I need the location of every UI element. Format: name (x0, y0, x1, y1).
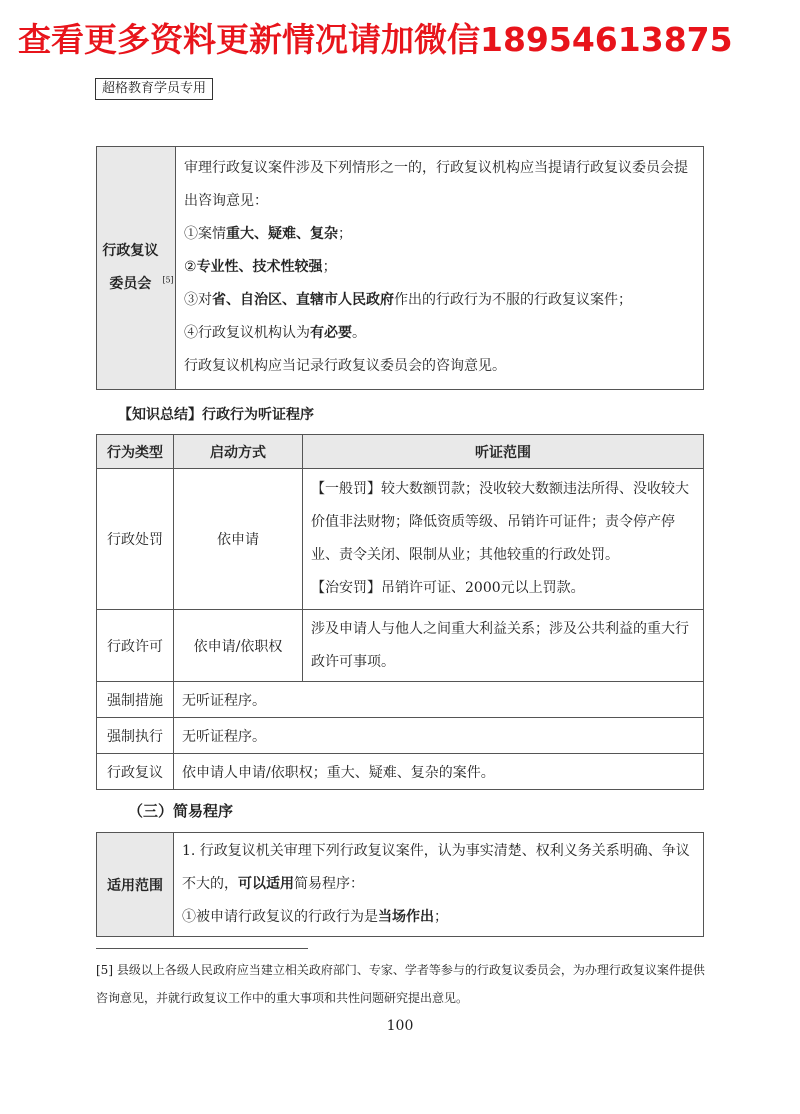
committee-item-4: ④行政复议机构认为有必要。 (184, 324, 366, 341)
committee-content (176, 147, 704, 390)
enforcement-type: 强制执行 (97, 718, 174, 754)
watermark-tag: 超格教育学员专用 (95, 78, 213, 100)
committee-outro: 行政复议机构应当记录行政复议委员会的咨询意见。 (184, 357, 506, 374)
enforcement-scope: 无听证程序。 (174, 718, 704, 754)
contact-banner: 查看更多资料更新情况请加微信18954613875 (18, 20, 733, 59)
penalty-start: 依申请 (174, 469, 303, 610)
scope-item-1: ①被申请行政复议的行政行为是当场作出； (182, 909, 448, 925)
simple-procedure-title: （三）简易程序 (128, 802, 234, 820)
penalty-general: 【一般罚】较大数额罚款；没收较大数额违法所得、没收较大价值非法财物；降低资质等级、吊销许可证件；责令停产停业、责令关闭、限制从业；其他较重的行政处罚。 (311, 481, 689, 563)
footnote-mark: [5] (162, 275, 174, 285)
license-start: 依申请/依职权 (174, 610, 303, 682)
hearing-table (96, 434, 704, 790)
scope-label: 适用范围 (97, 833, 174, 937)
header-type: 行为类型 (97, 435, 174, 469)
review-type: 行政复议 (97, 754, 174, 790)
license-scope: 涉及申请人与他人之间重大利益关系；涉及公共利益的重大行政许可事项。 (303, 610, 704, 682)
penalty-security: 【治安罚】吊销许可证、2000元以上罚款。 (311, 580, 585, 596)
committee-title: 行政复议委员会 (102, 243, 159, 292)
header-start: 启动方式 (174, 435, 303, 469)
summary-title: 【知识总结】行政行为听证程序 (118, 407, 314, 423)
header-scope: 听证范围 (303, 435, 704, 469)
penalty-type: 行政处罚 (97, 469, 174, 610)
page-number: 100 (386, 1018, 414, 1034)
committee-label-cell (97, 147, 176, 390)
committee-item-3: ③对省、自治区、直辖市人民政府作出的行政行为不服的行政复议案件； (184, 291, 632, 308)
scope-line-1: 1. 行政复议机关审理下列行政复议案件，认为事实清楚、权利义务关系明确、争议不大的，可以适用简易程序： (182, 843, 690, 892)
license-type: 行政许可 (97, 610, 174, 682)
footnote-divider (96, 948, 308, 949)
review-scope: 依申请人申请/依职权；重大、疑难、复杂的案件。 (174, 754, 704, 790)
scope-content (174, 833, 704, 937)
committee-intro: 审理行政复议案件涉及下列情形之一的，行政复议机构应当提请行政复议委员会提出咨询意见： (184, 159, 688, 209)
simple-procedure-table (96, 832, 704, 937)
committee-table (96, 146, 704, 390)
committee-item-1: ①案情重大、疑难、复杂； (184, 225, 352, 242)
measures-scope: 无听证程序。 (174, 682, 704, 718)
penalty-scope (303, 469, 704, 610)
footnote-text: [5] 县级以上各级人民政府应当建立相关政府部门、专家、学者等参与的行政复议委员会，为办理行政复议案件提供咨询意见，并就行政复议工作中的重大事项和共性问题研究提出意见。 (96, 963, 705, 1005)
measures-type: 强制措施 (97, 682, 174, 718)
committee-item-2: ②专业性、技术性较强； (184, 258, 337, 275)
